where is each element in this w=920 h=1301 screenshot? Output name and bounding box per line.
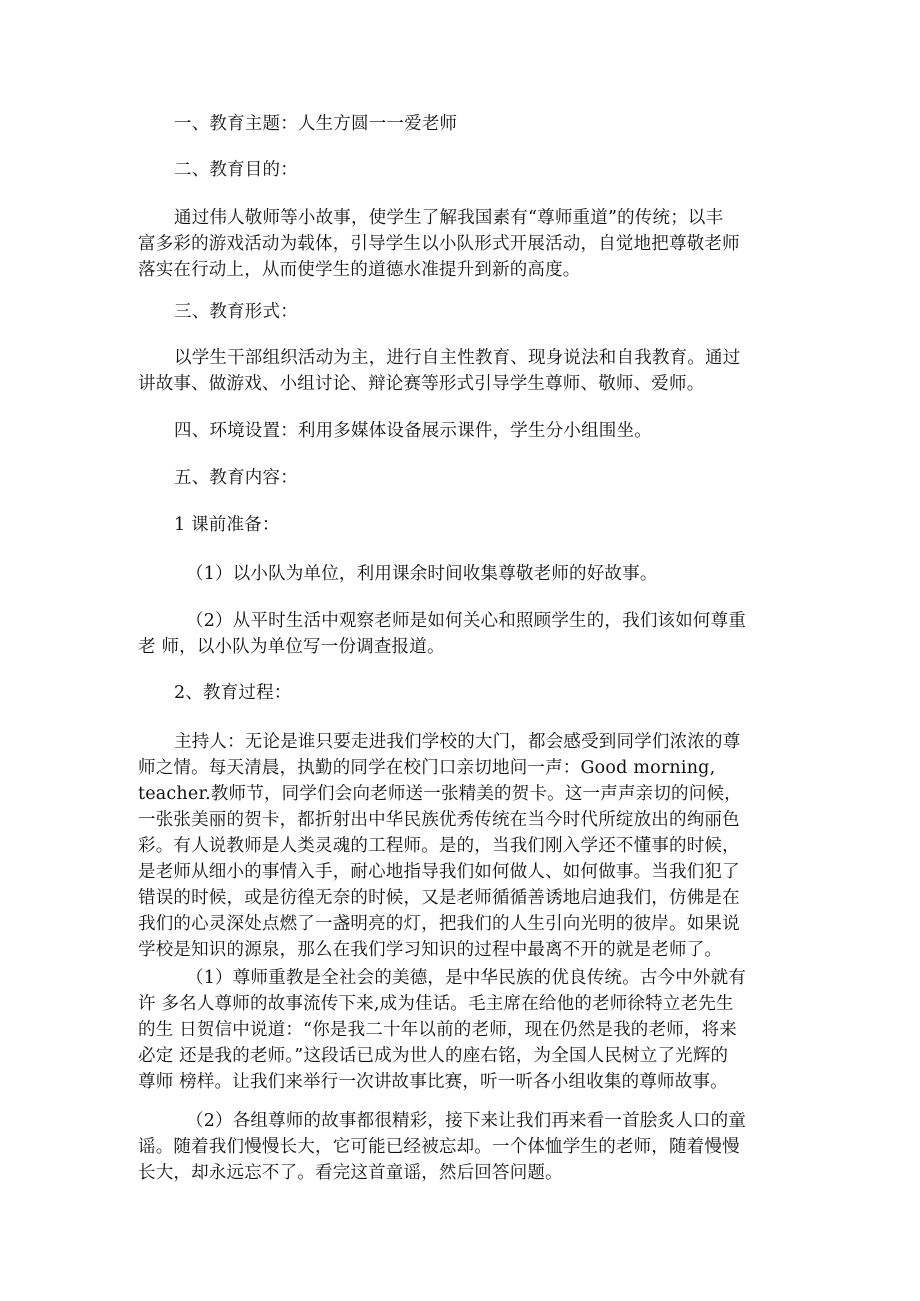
paragraph-line: 落实在行动上，从而使学生的道德水准提升到新的高度。 xyxy=(138,260,581,280)
paragraph-line: 讲故事、做游戏、小组讨论、辩论赛等形式引导学生尊师、敬师、爱师。 xyxy=(138,374,705,394)
paragraph-line: 错误的时候，或是彷徨无奈的时候，又是老师循循善诱地启迪我们，仿佛是在 xyxy=(138,888,740,908)
paragraph-line: 彩。有人说教师是人类灵魂的工程师。是的，当我们刚入学还不懂事的时候， xyxy=(138,836,740,856)
paragraph-line: （1）尊师重教是全社会的美德，是中华民族的优良传统。古今中外就有 xyxy=(186,968,747,988)
preparation-item-2 xyxy=(138,608,778,660)
paragraph-line: （2）从平时生活中观察老师是如何关心和照顾学生的，我们该如何尊重 xyxy=(186,611,747,631)
preparation-heading: 1 课前准备： xyxy=(174,515,280,535)
education-purpose-heading: 二、教育目的： xyxy=(174,160,298,180)
paragraph-line: 尊师 榜样。让我们来举行一次讲故事比赛，听一听各小组收集的尊师故事。 xyxy=(138,1072,728,1092)
education-process-heading: 2、教育过程： xyxy=(174,683,292,703)
paragraph-line: 以学生干部组织活动为主，进行自主性教育、现身说法和自我教育。通过 xyxy=(174,348,741,368)
education-form-paragraph xyxy=(138,345,778,397)
paragraph-line-part: morning, xyxy=(633,758,716,778)
paragraph-line: 长大，却永远忘不了。看完这首童谣，然后回答问题。 xyxy=(138,1163,563,1183)
education-theme-heading: 一、教育主题：人生方圆一一爱老师 xyxy=(174,114,458,134)
paragraph-line: 富多彩的游戏活动为载体，引导学生以小队形式开展活动，自觉地把尊敬老师 xyxy=(138,234,740,254)
paragraph-line: 是老师从细小的事情入手，耐心地指导我们如何做人、如何做事。当我们犯了 xyxy=(138,862,740,882)
paragraph-line: 我们的心灵深处点燃了一盏明亮的灯，把我们的人生引向光明的彼岸。如果说 xyxy=(138,914,740,934)
preparation-item-1: （1）以小队为单位，利用课余时间收集尊敬老师的好故事。 xyxy=(186,564,658,584)
host-speech-paragraph xyxy=(138,729,778,963)
paragraph-line: teacher.教师节，同学们会向老师送一张精美的贺卡。这一声声亲切的问候， xyxy=(138,784,742,804)
paragraph-line-part: 师之情。每天清晨，执勤的同学在校门口亲切地问一声：Good xyxy=(138,758,628,778)
paragraph-line: 老 师，以小队为单位写一份调查报道。 xyxy=(138,637,445,657)
paragraph-line: 通过伟人敬师等小故事，使学生了解我国素有“尊师重道”的传统；以丰 xyxy=(174,208,724,228)
process-item-1-paragraph xyxy=(138,965,778,1095)
paragraph-line: （2）各组尊师的故事都很精彩，接下来让我们再来看一首脍炙人口的童 xyxy=(186,1111,747,1131)
process-item-2-paragraph xyxy=(138,1108,778,1186)
paragraph-line: 必定 还是我的老师。”这段话已成为世人的座右铭，为全国人民树立了光辉的 xyxy=(138,1046,729,1066)
paragraph-line: 一张张美丽的贺卡，都折射出中华民族优秀传统在当今时代所绽放出的绚丽色 xyxy=(138,810,740,830)
paragraph-line: 主持人：无论是谁只要走进我们学校的大门，都会感受到同学们浓浓的尊 xyxy=(174,732,741,752)
paragraph-line: 许 多名人尊师的故事流传下来,成为佳话。毛主席在给他的老师徐特立老先生 xyxy=(138,994,734,1014)
education-content-heading: 五、教育内容： xyxy=(174,468,298,488)
paragraph-line: 的生 日贺信中说道：“你是我二十年以前的老师，现在仍然是我的老师，将来 xyxy=(138,1020,738,1040)
environment-setting: 四、环境设置：利用多媒体设备展示课件，学生分小组围坐。 xyxy=(174,421,652,441)
paragraph-line: 谣。随着我们慢慢长大，它可能已经被忘却。一个体恤学生的老师，随着慢慢 xyxy=(138,1137,740,1157)
education-form-heading: 三、教育形式： xyxy=(174,302,298,322)
education-purpose-paragraph xyxy=(138,205,778,283)
paragraph-line xyxy=(138,755,778,781)
paragraph-line: 学校是知识的源泉，那么在我们学习知识的过程中最离不开的就是老师了。 xyxy=(138,940,723,960)
